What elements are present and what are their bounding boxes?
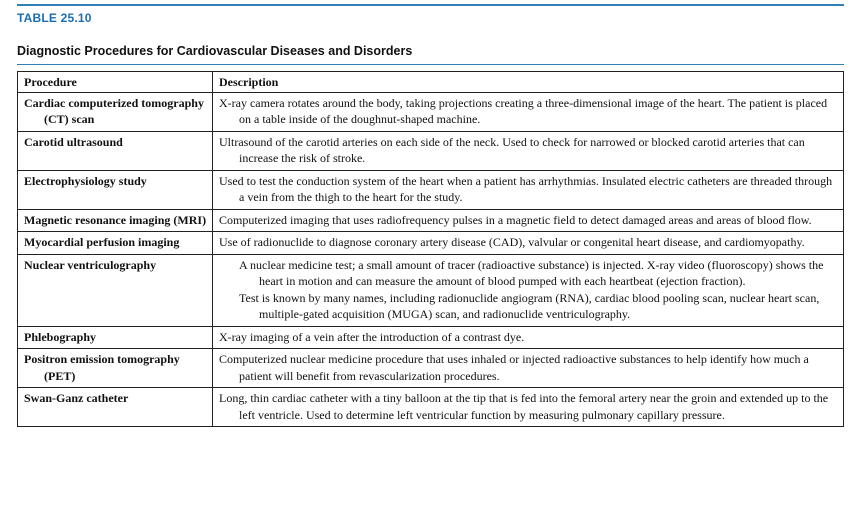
column-header-description: Description	[213, 72, 844, 93]
procedure-cell	[18, 254, 213, 326]
procedure-name: Magnetic resonance imaging (MRI)	[24, 212, 207, 227]
procedure-name: Swan-Ganz catheter	[24, 391, 129, 405]
procedure-name: Myocardial perfusion imaging	[24, 235, 180, 249]
procedure-cell	[18, 131, 213, 170]
table-row	[18, 170, 844, 209]
description-cell	[213, 349, 844, 388]
procedure-cell	[18, 209, 213, 232]
description-text: Computerized nuclear medicine procedure that uses inhaled or injected radioactive substances to help identify how much a patient will benefit from revascularization procedures.	[219, 352, 809, 383]
description-text: Test is known by many names, including radionuclide angiogram (RNA), cardiac blood pooling scan, nuclear heart scan, multiple-gated acquisition (MUGA) scan, and radionuclide ventriculography.	[239, 290, 820, 321]
procedure-cell	[18, 388, 213, 427]
table-number: TABLE 25.10	[17, 11, 92, 25]
table-row	[18, 254, 844, 326]
procedure-name: Phlebography	[24, 329, 97, 344]
top-rule	[17, 4, 844, 6]
table-row	[18, 209, 844, 232]
description-cell	[213, 254, 844, 326]
table-row	[18, 131, 844, 170]
description-text: Computerized imaging that uses radiofrequency pulses in a magnetic field to detect damaged areas and areas of blood flow.	[219, 212, 812, 227]
description-cell	[213, 209, 844, 232]
description-text: X-ray imaging of a vein after the introduction of a contrast dye.	[219, 329, 525, 344]
column-header-procedure: Procedure	[18, 72, 213, 93]
description-cell	[213, 326, 844, 349]
title-rule	[17, 64, 844, 65]
description-cell	[213, 232, 844, 255]
procedure-name: Carotid ultrasound	[24, 134, 123, 149]
procedure-cell	[18, 349, 213, 388]
description-cell	[213, 388, 844, 427]
procedures-table	[17, 71, 844, 427]
description-text: Use of radionuclide to diagnose coronary artery disease (CAD), valvular or congenital heart disease, and cardiomyopathy.	[219, 235, 805, 249]
header-row	[18, 72, 844, 93]
table-row	[18, 92, 844, 131]
procedure-cell	[18, 170, 213, 209]
description-text: X-ray camera rotates around the body, taking projections creating a three-dimensional image of the heart. The patient is placed on a table inside of the doughnut-shaped machine.	[219, 95, 828, 126]
description-cell	[213, 131, 844, 170]
table-row	[18, 232, 844, 255]
description-text: Used to test the conduction system of the heart when a patient has arrhythmias. Insulated electric catheters are threaded through a vein from the thigh to the heart for the study.	[219, 173, 833, 204]
procedure-cell	[18, 92, 213, 131]
description-cell	[213, 92, 844, 131]
procedure-name: Cardiac computerized tomography (CT) scan	[24, 95, 204, 126]
table-row	[18, 388, 844, 427]
table-row	[18, 326, 844, 349]
table-body	[18, 92, 844, 427]
procedure-cell	[18, 326, 213, 349]
description-text: Ultrasound of the carotid arteries on each side of the neck. Used to check for narrowed or blocked carotid arteries that can increase the risk of stroke.	[219, 134, 805, 165]
procedure-cell	[18, 232, 213, 255]
procedure-name: Nuclear ventriculography	[24, 257, 157, 272]
description-text: Long, thin cardiac catheter with a tiny balloon at the tip that is fed into the femoral artery near the groin and extended up to the left ventricle. Used to determine left ventricular function by measuring pulmonary capillary pressure.	[219, 391, 829, 422]
table-title: Diagnostic Procedures for Cardiovascular Diseases and Disorders	[17, 44, 413, 58]
procedure-name: Electrophysiology study	[24, 173, 147, 188]
description-cell	[213, 170, 844, 209]
table-row	[18, 349, 844, 388]
procedure-name: Positron emission tomography (PET)	[24, 352, 180, 383]
description-text: A nuclear medicine test; a small amount of tracer (radioactive substance) is injected. X-ray video (fluoroscopy) shows the heart in motion and can measure the amount of blood pumped with each heartbeat (ejection fraction).	[239, 257, 824, 288]
